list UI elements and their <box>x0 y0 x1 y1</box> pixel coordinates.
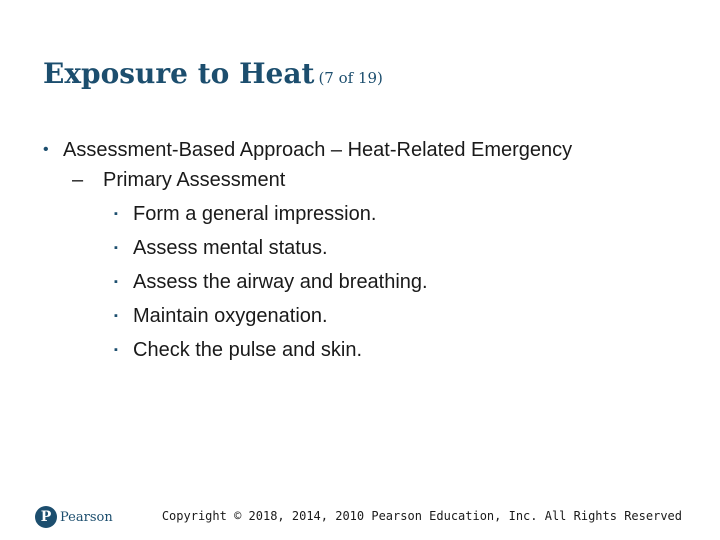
bullet-dot-icon: • <box>43 141 49 158</box>
list-item <box>43 233 572 267</box>
title-counter: (7 of 19) <box>318 69 383 87</box>
list-item <box>43 335 572 369</box>
list-item-text: Assess mental status. <box>133 237 328 259</box>
list-item-text: Check the pulse and skin. <box>133 339 363 361</box>
square-bullet-icon: ▪ <box>114 344 118 356</box>
list-item-text: Form a general impression. <box>133 203 377 225</box>
list-item-text: Maintain oxygenation. <box>133 305 328 327</box>
bullet-level1-text: Assessment-Based Approach – Heat-Related Emergency <box>63 139 573 161</box>
list-item-text: Assess the airway and breathing. <box>133 271 428 293</box>
square-bullet-icon: ▪ <box>114 242 118 254</box>
list-item <box>43 267 572 301</box>
list-item <box>43 199 572 233</box>
pearson-logo-text: Pearson <box>60 509 113 525</box>
list-item <box>43 301 572 335</box>
square-bullet-icon: ▪ <box>114 276 118 288</box>
bullet-level2 <box>43 165 572 199</box>
pearson-logo <box>35 505 113 529</box>
title-main: Exposure to Heat <box>43 57 315 90</box>
square-bullet-icon: ▪ <box>114 208 118 220</box>
copyright-notice: Copyright © 2018, 2014, 2010 Pearson Education, Inc. All Rights Reserved <box>161 509 682 523</box>
bullet-level2-text: Primary Assessment <box>103 169 286 191</box>
bullet-level1 <box>43 135 572 169</box>
pearson-logo-icon: P <box>35 506 57 528</box>
slide-title <box>43 57 383 90</box>
square-bullet-icon: ▪ <box>114 310 118 322</box>
dash-bullet-icon: – <box>72 169 84 191</box>
bullet-list <box>43 135 572 369</box>
